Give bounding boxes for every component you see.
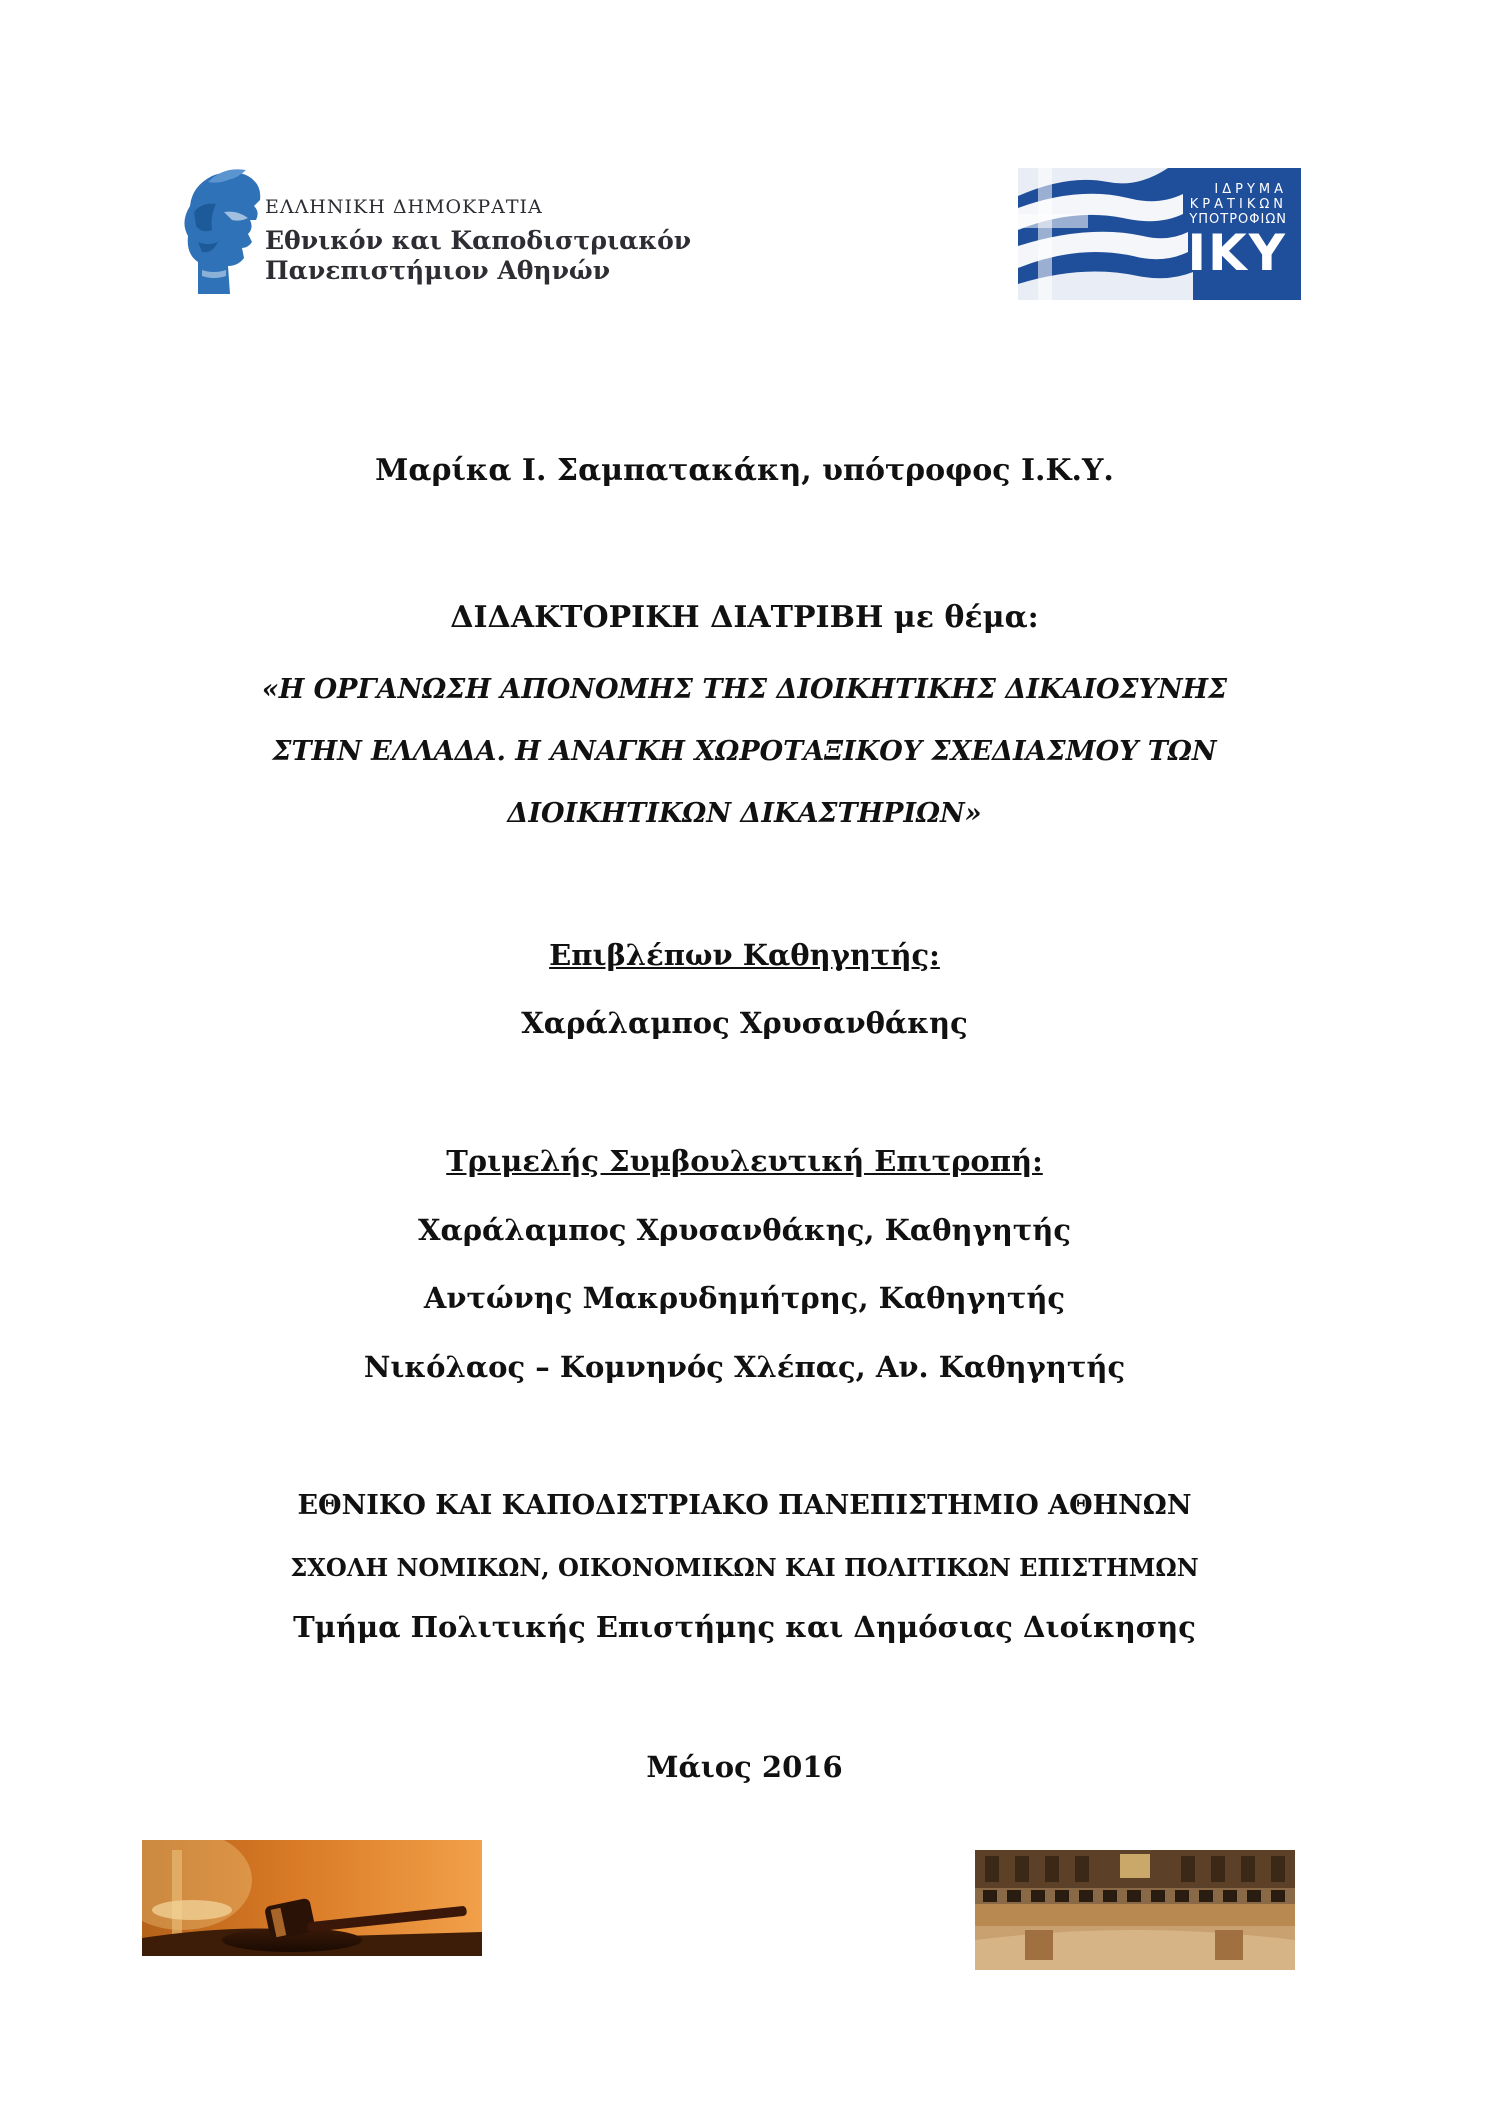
supervisor-label: Επιβλέπων Καθηγητής:: [549, 938, 940, 972]
thesis-title-line-2: ΣΤΗΝ ΕΛΛΑΔΑ. Η ΑΝΑΓΚΗ ΧΩΡΟΤΑΞΙΚΟΥ ΣΧΕΔΙΑΣΜΟΥ ΤΩΝ: [272, 736, 1217, 767]
committee-member: Χαράλαμπος Χρυσανθάκης, Καθηγητής: [417, 1213, 1072, 1247]
courtroom-image: [975, 1850, 1295, 1970]
thesis-date: Μάιος 2016: [646, 1750, 843, 1784]
thesis-heading: ΔΙΔΑΚΤΟΡΙΚΗ ΔΙΑΤΡΙΒΗ με θέμα:: [450, 600, 1039, 635]
university-logo-line-1: ΕΛΛΗΝΙΚΗ ΔΗΜΟΚΡΑΤΙΑ: [265, 196, 543, 218]
iky-line-2: ΚΡΑΤΙΚΩΝ: [1189, 197, 1287, 212]
author-line: Μαρίκα Ι. Σαμπατακάκη, υπότροφος Ι.Κ.Υ.: [375, 453, 1114, 488]
iky-logo: [1018, 168, 1301, 300]
university-logo-line-3: Πανεπιστήμιον Αθηνών: [265, 256, 611, 285]
thesis-title-line-3: ΔΙΟΙΚΗΤΙΚΩΝ ΔΙΚΑΣΤΗΡΙΩΝ»: [507, 798, 982, 829]
iky-line-1: ΙΔΡΥΜΑ: [1214, 182, 1287, 197]
iky-line-3: ΥΠΟΤΡΟΦΙΩΝ: [1189, 212, 1287, 227]
courtroom-icon: [975, 1850, 1295, 1970]
supervisor-name: Χαράλαμπος Χρυσανθάκης: [521, 1006, 968, 1040]
university-logo: [160, 160, 692, 310]
athena-head-icon: [168, 162, 268, 302]
university-name: ΕΘΝΙΚΟ ΚΑΙ ΚΑΠΟΔΙΣΤΡΙΑΚΟ ΠΑΝΕΠΙΣΤΗΜΙΟ ΑΘΗΝΩΝ: [297, 1490, 1192, 1521]
iky-acronym: IKY: [1187, 224, 1287, 282]
university-logo-line-2: Εθνικόν και Καποδιστριακόν: [265, 226, 692, 255]
committee-label: Τριμελής Συμβουλευτική Επιτροπή:: [446, 1144, 1043, 1178]
gavel-image: [142, 1840, 482, 1956]
thesis-title-line-1: «Η ΟΡΓΑΝΩΣΗ ΑΠΟΝΟΜΗΣ ΤΗΣ ΔΙΟΙΚΗΤΙΚΗΣ ΔΙΚΑΙΟΣΥΝΗΣ: [261, 674, 1228, 705]
school-name: ΣΧΟΛΗ ΝΟΜΙΚΩΝ, ΟΙΚΟΝΟΜΙΚΩΝ ΚΑΙ ΠΟΛΙΤΙΚΩΝ ΕΠΙΣΤΗΜΩΝ: [290, 1553, 1199, 1582]
committee-member: Νικόλαος – Κομνηνός Χλέπας, Αν. Καθηγητής: [363, 1350, 1126, 1384]
iky-text: [1187, 182, 1287, 282]
department-name: Τμήμα Πολιτικής Επιστήμης και Δημόσιας Διοίκησης: [293, 1610, 1196, 1644]
committee-member: Αντώνης Μακρυδημήτρης, Καθηγητής: [423, 1281, 1066, 1315]
gavel-icon: [142, 1840, 482, 1956]
